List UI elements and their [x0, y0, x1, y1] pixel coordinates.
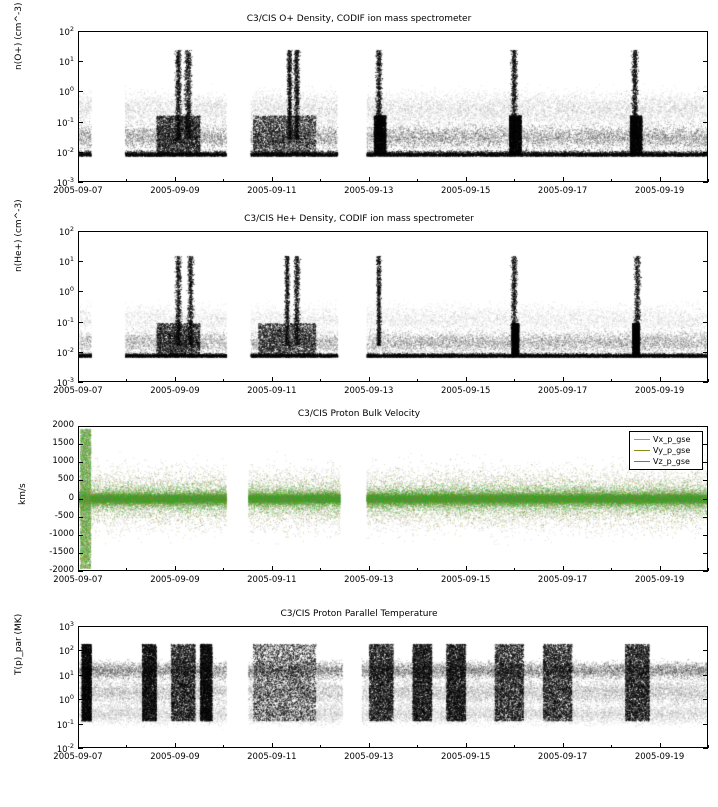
- y-axis-tick-label: $10^{-3}$: [56, 376, 74, 389]
- x-axis-tick-label: 2005-09-19: [634, 575, 685, 585]
- x-axis-tick-label: 2005-09-13: [344, 575, 394, 585]
- panel-3-title: C3/CIS Proton Bulk Velocity: [297, 409, 421, 419]
- y-axis-tick-label: $10^0$: [59, 285, 74, 299]
- x-minor-tick-mark: [272, 179, 273, 182]
- y-axis-tick-label: $10^{-3}$: [56, 176, 74, 189]
- x-minor-tick-mark: [320, 568, 321, 571]
- x-minor-tick-mark: [78, 179, 79, 182]
- y-tick-mark: [78, 426, 83, 427]
- y-tick-mark: [78, 571, 83, 572]
- x-minor-tick-mark: [320, 379, 321, 382]
- y-tick-mark: [703, 444, 708, 445]
- y-tick-mark: [703, 571, 708, 572]
- x-axis-tick-label: 2005-09-17: [537, 386, 588, 396]
- x-minor-tick-mark: [272, 379, 273, 382]
- y-tick-mark: [78, 261, 83, 262]
- y-axis-tick-label: $10^{-2}$: [56, 345, 74, 359]
- x-axis-tick-label: 2005-09-13: [344, 386, 394, 396]
- panel-4-plot-area: [78, 626, 708, 748]
- y-axis-tick-label: -500: [54, 510, 74, 521]
- panel-1-title: C3/CIS O+ Density, CODIF ion mass spectrometer: [246, 14, 472, 24]
- x-minor-tick-mark: [78, 568, 79, 571]
- x-minor-tick-mark: [223, 745, 224, 748]
- x-minor-tick-mark: [175, 379, 176, 382]
- y-tick-mark: [78, 291, 83, 292]
- y-tick-mark: [703, 535, 708, 536]
- x-axis-tick-label: 2005-09-19: [634, 186, 685, 196]
- x-minor-tick-mark: [369, 745, 370, 748]
- x-minor-tick-mark: [78, 379, 79, 382]
- x-axis-tick-label: 2005-09-15: [440, 386, 491, 396]
- x-minor-tick-mark: [223, 179, 224, 182]
- y-tick-mark: [78, 499, 83, 500]
- y-axis-tick-label: -1500: [49, 546, 74, 557]
- x-minor-tick-mark: [78, 745, 79, 748]
- panel-he-density: [0, 200, 718, 400]
- y-tick-mark: [703, 152, 708, 153]
- x-minor-tick-mark: [126, 568, 127, 571]
- y-tick-mark: [703, 261, 708, 262]
- legend-label-vx: Vx_p_gse: [653, 435, 691, 444]
- y-axis-tick-label: -2000: [49, 565, 74, 575]
- x-minor-tick-mark: [514, 568, 515, 571]
- y-tick-mark: [78, 382, 83, 383]
- y-tick-mark: [703, 462, 708, 463]
- x-axis-tick-label: 2005-09-11: [247, 752, 297, 762]
- y-axis-tick-label: 1000: [52, 456, 74, 467]
- x-minor-tick-mark: [272, 745, 273, 748]
- y-axis-tick-label: $10^{-1}$: [56, 717, 74, 731]
- x-minor-tick-mark: [175, 745, 176, 748]
- y-axis-tick-label: $10^1$: [59, 668, 74, 682]
- y-tick-mark: [703, 61, 708, 62]
- x-axis-tick-label: 2005-09-15: [440, 752, 491, 762]
- panel-1-ylabel: n(O+) (cm^-3): [14, 2, 24, 70]
- x-minor-tick-mark: [563, 379, 564, 382]
- x-minor-tick-mark: [611, 179, 612, 182]
- y-tick-mark: [703, 182, 708, 183]
- x-minor-tick-mark: [563, 568, 564, 571]
- y-axis-tick-label: 2000: [52, 420, 74, 430]
- y-tick-mark: [78, 675, 83, 676]
- y-axis-tick-label: $10^2$: [59, 225, 74, 238]
- x-axis-tick-label: 2005-09-11: [247, 186, 297, 196]
- y-tick-mark: [78, 553, 83, 554]
- legend-label-vy: Vy_p_gse: [653, 446, 691, 455]
- x-minor-tick-mark: [514, 179, 515, 182]
- y-tick-mark: [78, 91, 83, 92]
- y-tick-mark: [78, 182, 83, 183]
- y-tick-mark: [703, 553, 708, 554]
- x-minor-tick-mark: [466, 745, 467, 748]
- x-axis-tick-label: 2005-09-13: [344, 186, 394, 196]
- x-minor-tick-mark: [417, 179, 418, 182]
- x-minor-tick-mark: [272, 568, 273, 571]
- x-minor-tick-mark: [514, 745, 515, 748]
- x-minor-tick-mark: [611, 568, 612, 571]
- y-tick-mark: [78, 152, 83, 153]
- y-axis-tick-label: $10^{-1}$: [56, 115, 74, 129]
- x-minor-tick-mark: [126, 179, 127, 182]
- y-tick-mark: [703, 426, 708, 427]
- y-axis-tick-label: 500: [57, 474, 74, 485]
- x-minor-tick-mark: [369, 568, 370, 571]
- y-tick-mark: [78, 748, 83, 749]
- y-axis-tick-label: -1000: [49, 528, 74, 539]
- x-axis-tick-label: 2005-09-07: [53, 752, 103, 762]
- panel-o-density: [0, 0, 718, 200]
- legend-row-vx: [634, 434, 698, 445]
- x-axis-tick-label: 2005-09-11: [247, 575, 297, 585]
- x-axis-tick-label: 2005-09-15: [440, 186, 491, 196]
- x-minor-tick-mark: [320, 179, 321, 182]
- panel-2-plot-area: [78, 231, 708, 382]
- x-axis-tick-label: 2005-09-17: [537, 575, 588, 585]
- x-minor-tick-mark: [466, 379, 467, 382]
- x-minor-tick-mark: [320, 745, 321, 748]
- y-axis-tick-label: $10^3$: [59, 620, 74, 633]
- x-axis-tick-label: 2005-09-07: [53, 575, 103, 585]
- vx-color-swatch: [634, 437, 650, 443]
- x-axis-tick-label: 2005-09-09: [150, 186, 200, 196]
- legend-row-vy: [634, 445, 698, 456]
- y-tick-mark: [703, 322, 708, 323]
- legend-row-vz: [634, 456, 698, 467]
- x-axis-tick-label: 2005-09-13: [344, 752, 394, 762]
- y-tick-mark: [703, 699, 708, 700]
- y-tick-mark: [78, 122, 83, 123]
- vz-color-swatch: [634, 459, 650, 465]
- y-tick-mark: [78, 535, 83, 536]
- panel-parallel-temperature: [0, 595, 718, 807]
- y-tick-mark: [703, 748, 708, 749]
- y-axis-tick-label: $10^{-2}$: [56, 742, 74, 755]
- y-tick-mark: [703, 517, 708, 518]
- x-minor-tick-mark: [417, 745, 418, 748]
- y-tick-mark: [703, 352, 708, 353]
- y-tick-mark: [78, 626, 83, 627]
- y-tick-mark: [703, 231, 708, 232]
- y-tick-mark: [78, 61, 83, 62]
- x-minor-tick-mark: [417, 379, 418, 382]
- x-minor-tick-mark: [708, 568, 709, 571]
- x-axis-tick-label: 2005-09-07: [53, 386, 103, 396]
- y-tick-mark: [78, 322, 83, 323]
- y-axis-tick-label: $10^{-2}$: [56, 145, 74, 159]
- panel-bulk-velocity: [0, 400, 718, 595]
- y-tick-mark: [703, 91, 708, 92]
- x-minor-tick-mark: [660, 568, 661, 571]
- y-tick-mark: [703, 675, 708, 676]
- x-minor-tick-mark: [563, 179, 564, 182]
- x-minor-tick-mark: [223, 379, 224, 382]
- x-axis-tick-label: 2005-09-09: [150, 386, 200, 396]
- y-tick-mark: [703, 499, 708, 500]
- y-tick-mark: [78, 724, 83, 725]
- x-axis-tick-label: 2005-09-09: [150, 752, 200, 762]
- x-minor-tick-mark: [660, 745, 661, 748]
- panel-1-plot-area: [78, 31, 708, 182]
- x-minor-tick-mark: [514, 379, 515, 382]
- y-axis-tick-label: $10^1$: [59, 55, 74, 69]
- x-minor-tick-mark: [369, 179, 370, 182]
- y-axis-tick-label: $10^2$: [59, 644, 74, 658]
- x-minor-tick-mark: [466, 568, 467, 571]
- x-axis-tick-label: 2005-09-15: [440, 575, 491, 585]
- x-minor-tick-mark: [369, 379, 370, 382]
- y-tick-mark: [78, 480, 83, 481]
- y-tick-mark: [703, 382, 708, 383]
- y-tick-mark: [78, 699, 83, 700]
- y-tick-mark: [703, 480, 708, 481]
- x-minor-tick-mark: [563, 745, 564, 748]
- y-axis-tick-label: 0: [68, 492, 74, 503]
- velocity-legend: [629, 431, 703, 470]
- panel-4-title: C3/CIS Proton Parallel Temperature: [280, 609, 438, 619]
- x-axis-tick-label: 2005-09-09: [150, 575, 200, 585]
- y-tick-mark: [78, 352, 83, 353]
- x-minor-tick-mark: [660, 379, 661, 382]
- y-tick-mark: [78, 231, 83, 232]
- y-tick-mark: [78, 650, 83, 651]
- x-minor-tick-mark: [611, 379, 612, 382]
- y-tick-mark: [703, 122, 708, 123]
- x-minor-tick-mark: [417, 568, 418, 571]
- panel-3-plot-area: [78, 426, 708, 571]
- x-axis-tick-label: 2005-09-17: [537, 186, 588, 196]
- panel-4-ylabel: T(p)_par (MK): [14, 613, 24, 675]
- x-minor-tick-mark: [466, 179, 467, 182]
- y-axis-tick-label: $10^0$: [59, 693, 74, 707]
- y-tick-mark: [703, 650, 708, 651]
- y-tick-mark: [703, 31, 708, 32]
- x-minor-tick-mark: [175, 179, 176, 182]
- x-axis-tick-label: 2005-09-11: [247, 386, 297, 396]
- x-minor-tick-mark: [611, 745, 612, 748]
- y-tick-mark: [78, 462, 83, 463]
- y-axis-tick-label: $10^1$: [59, 255, 74, 269]
- y-axis-tick-label: $10^2$: [59, 25, 74, 38]
- x-minor-tick-mark: [223, 568, 224, 571]
- y-axis-tick-label: $10^{-1}$: [56, 315, 74, 329]
- x-minor-tick-mark: [708, 379, 709, 382]
- y-axis-tick-label: $10^0$: [59, 85, 74, 99]
- x-axis-tick-label: 2005-09-17: [537, 752, 588, 762]
- x-minor-tick-mark: [708, 179, 709, 182]
- y-tick-mark: [78, 444, 83, 445]
- x-minor-tick-mark: [126, 745, 127, 748]
- x-minor-tick-mark: [126, 379, 127, 382]
- panel-3-ylabel: km/s: [18, 483, 28, 505]
- x-minor-tick-mark: [175, 568, 176, 571]
- y-tick-mark: [703, 626, 708, 627]
- x-minor-tick-mark: [660, 179, 661, 182]
- x-axis-tick-label: 2005-09-07: [53, 186, 103, 196]
- panel-2-ylabel: n(He+) (cm^-3): [14, 199, 24, 272]
- vy-color-swatch: [634, 448, 650, 454]
- y-tick-mark: [703, 724, 708, 725]
- y-tick-mark: [703, 291, 708, 292]
- legend-label-vz: Vz_p_gse: [653, 457, 690, 466]
- y-axis-tick-label: 1500: [52, 438, 74, 449]
- x-axis-tick-label: 2005-09-19: [634, 386, 685, 396]
- y-tick-mark: [78, 31, 83, 32]
- y-tick-mark: [78, 517, 83, 518]
- x-minor-tick-mark: [708, 745, 709, 748]
- panel-2-title: C3/CIS He+ Density, CODIF ion mass spectrometer: [244, 214, 474, 224]
- x-axis-tick-label: 2005-09-19: [634, 752, 685, 762]
